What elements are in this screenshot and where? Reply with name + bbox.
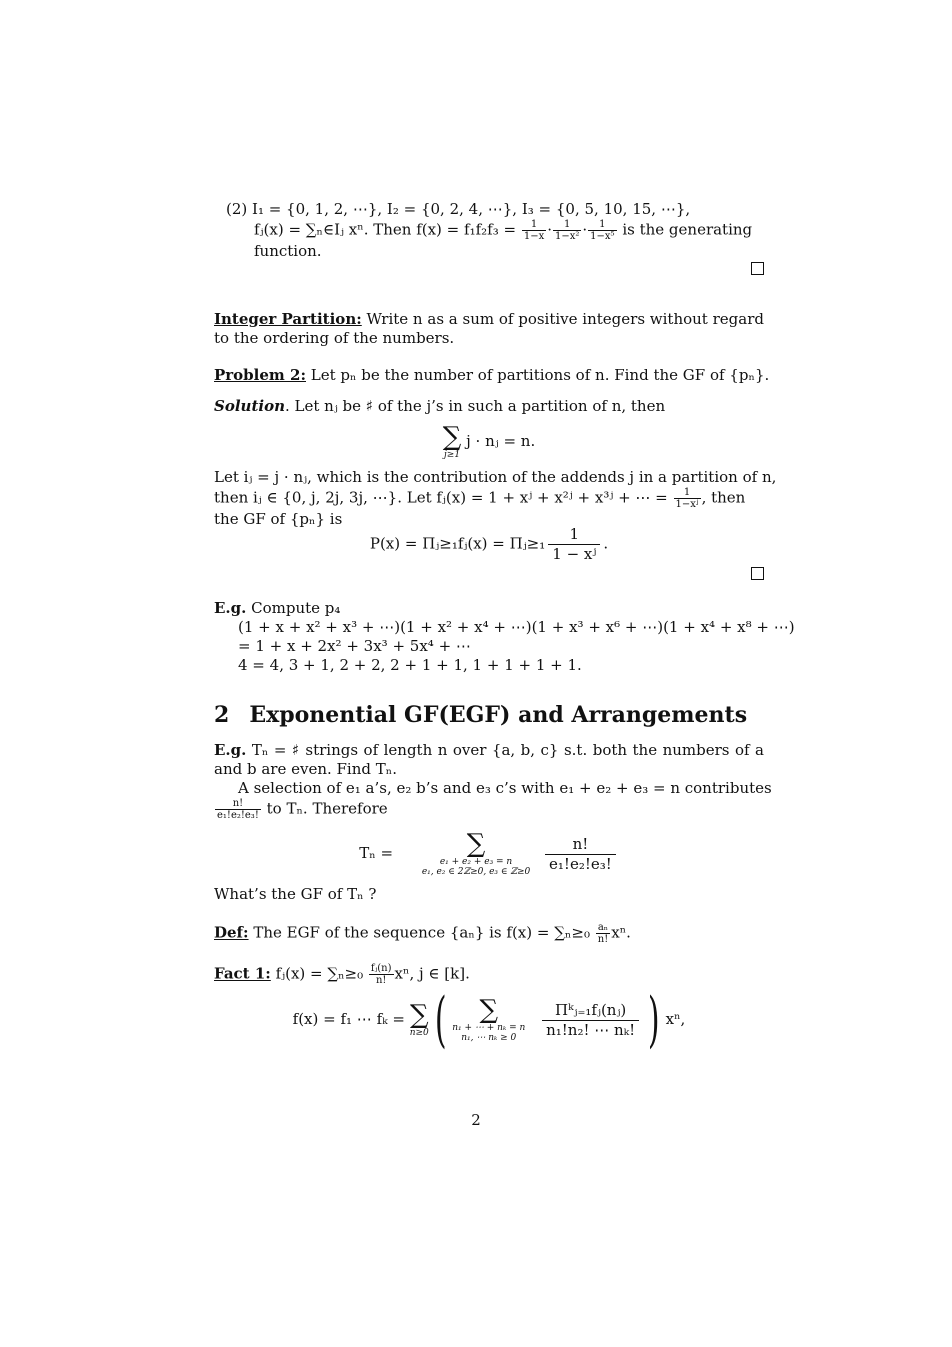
section-heading [214,701,764,729]
problem2-text: Let pₙ be the number of partitions of n. Find the GF of {pₙ}. [306,366,770,384]
integer-partition-label: Integer Partition: [214,310,362,328]
qed-box-2 [214,566,764,585]
eg1-line2: = 1 + x + 2x² + 3x³ + 5x⁴ + ⋯ [238,637,471,655]
sum-sub-2b: e₁, e₂ ∈ 2ℤ≥0, e₃ ∈ ℤ≥0 [421,867,531,877]
solution-para [214,397,764,416]
eq2-num: 1 [548,525,600,545]
frac-2-num: 1 [553,219,581,231]
frac-multinomial-num: n! [215,798,261,810]
frac-1-den: 1−x [523,231,545,242]
solution-para-c: the GF of {pₙ} is [214,510,343,528]
fact1-num: Πᵏⱼ₌₁fⱼ(nⱼ) [542,1001,639,1021]
item2-line2-pre: fⱼ(x) = ∑ₙ∈Iⱼ xⁿ. Then f(x) = f₁f₂f₃ = [254,220,521,239]
solution-equation-2 [214,525,764,564]
eg1-line3: 4 = 4, 3 + 1, 2 + 2, 2 + 1 + 1, 1 + 1 + 1 + 1. [238,656,582,674]
eq2-frac [548,525,600,564]
solution-para-b-post: , then [701,488,746,507]
solution-para-a: Let iⱼ = j · nⱼ, which is the contribution of the addends j in a partition of n, [214,468,777,486]
fact1-den: n₁!n₂! ⋯ nₖ! [546,1020,636,1039]
eg1-para [214,599,764,618]
sum-sign-2: ∑ e₁ + e₂ + e₃ = n e₁, e₂ ∈ 2ℤ≥0, e₃ ∈ ℤ≥0 [421,829,531,877]
section-title: Exponential GF(EGF) and Arrangements [249,702,748,728]
page-body [214,200,795,1058]
item2-line2-post: is the generating [617,220,753,239]
frac-3 [588,219,616,242]
integer-partition-text: Write n as a sum of positive integers without regard to the ordering of the numbers. [214,310,764,347]
eg2-num: n! [545,835,616,855]
section-number: 2 [214,702,230,728]
frac-3-num: 1 [588,219,616,231]
frac-fact1 [369,963,394,986]
left-paren: ( [434,985,447,1055]
sum-sub-1: j≥1 [444,450,461,460]
problem2-para [214,366,770,385]
eg2-selection-2 [214,798,764,821]
eg2-selection-post: to Tₙ. Therefore [261,799,388,818]
frac-multinomial [215,798,261,821]
eg1-label: E.g. [214,599,247,617]
eg2-den: e₁!e₂!e₃! [549,854,612,873]
eg2-frac [545,835,616,874]
def-para [214,922,764,945]
frac-def-num: aₙ [596,922,610,934]
frac-1 [522,219,546,242]
page-number: 2 [471,1111,481,1129]
eg2-para [214,741,764,779]
fact1-para [214,963,764,986]
def-text-post: xⁿ. [611,923,631,942]
solution-equation-1 [214,424,764,460]
eg2-eq-lhs: Tₙ = [359,844,394,862]
eg2-question: What’s the GF of Tₙ ? [214,885,377,903]
item2-line2: fⱼ(x) = ∑ₙ∈Iⱼ xⁿ. Then f(x) = f₁f₂f₃ = $\frac{1}{1-x}$ · $\frac{1}{\text{1−x²}}$ · $\frac{1}{\text{1−x⁵}}$ is the generating [254,219,753,242]
eg2-selection: A selection of e₁ a’s, e₂ b’s and e₃ c’s with e₁ + e₂ + e₃ = n contributes [238,779,772,797]
sum-sub-outer: n≥0 [409,1028,429,1038]
qed-box-1 [214,261,764,280]
solution-para-b [214,487,764,510]
integer-partition-para [214,310,764,348]
fact1-frac [542,1001,639,1040]
frac-2-den: 1−x² [555,231,580,242]
eg2-text: Tₙ = ♯ strings of length n over {a, b, c} s.t. both the numbers of a and b are even. Find Tₙ. [214,741,764,778]
sum-sign-outer: ∑ n≥0 [409,1000,429,1038]
problem2-label: Problem 2: [214,366,306,384]
eq2-pre: P(x) = Πⱼ≥₁fⱼ(x) = Πⱼ≥₁ [369,534,546,553]
eq2-den: 1 − xʲ [552,545,597,563]
eg2-label: E.g. [214,741,247,759]
frac-fj-den: 1−xʲ [675,499,699,510]
sum-sub-2a: e₁ + e₂ + e₃ = n [439,857,513,867]
right-paren: ) [648,985,660,1055]
solution-label: Solution [214,397,285,415]
solution-text: . Let nⱼ be ♯ of the j’s in such a partition of n, then [284,397,666,415]
frac-def-den: n! [597,934,609,945]
item2-line1: (2) I₁ = {0, 1, 2, ⋯}, I₂ = {0, 2, 4, ⋯}, I₃ = {0, 5, 10, 15, ⋯}, [226,200,691,218]
def-label: Def: [214,923,249,942]
fact1-text-pre: fⱼ(x) = ∑ₙ≥₀ [270,964,368,983]
frac-fj [674,487,701,510]
sum-sub-inner-a: n₁ + ⋯ + nₖ = n [452,1023,526,1033]
eg1-text: Compute p₄ [246,599,341,617]
sum-sign-inner: ∑ n₁ + ⋯ + nₖ = n n₁, ⋯ nₖ ≥ 0 [452,995,526,1043]
fact1-label: Fact 1: [214,964,271,983]
frac-1-num: 1 [522,219,546,231]
eg1-line1: (1 + x + x² + x³ + ⋯)(1 + x² + x⁴ + ⋯)(1 + x³ + x⁶ + ⋯)(1 + x⁴ + x⁸ + ⋯) [238,618,795,636]
fact1-eq-post: xⁿ, [665,1010,686,1028]
fact1-equation [214,985,764,1055]
frac-2 [553,219,581,242]
fact1-eq-lhs: f(x) = f₁ ⋯ fₖ = [292,1010,405,1028]
solution-para-b-pre: then iⱼ ∈ {0, j, 2j, 3j, ⋯}. Let fⱼ(x) = 1 + xʲ + x²ʲ + x³ʲ + ⋯ = [214,488,673,507]
frac-fact1-num: fⱼ(n) [370,963,392,974]
frac-3-den: 1−x⁵ [590,231,615,242]
def-text-pre: The EGF of the sequence {aₙ} is f(x) = ∑ₙ≥₀ [248,923,595,942]
item2-line3: function. [254,242,322,260]
solution-eq1-body: j · nⱼ = n. [466,432,536,450]
frac-def [596,922,610,945]
eq2-post: . [603,534,609,553]
frac-multinomial-den: e₁!e₂!e₃! [217,810,259,821]
sum-sub-inner-b: n₁, ⋯ nₖ ≥ 0 [461,1033,517,1043]
fact1-text-post: xⁿ, j ∈ [k]. [394,964,470,983]
frac-fact1-den: n! [375,975,387,986]
frac-fj-num: 1 [674,487,701,499]
eg2-equation [214,831,764,877]
sum-sign-1: ∑ j≥1 [442,422,462,460]
